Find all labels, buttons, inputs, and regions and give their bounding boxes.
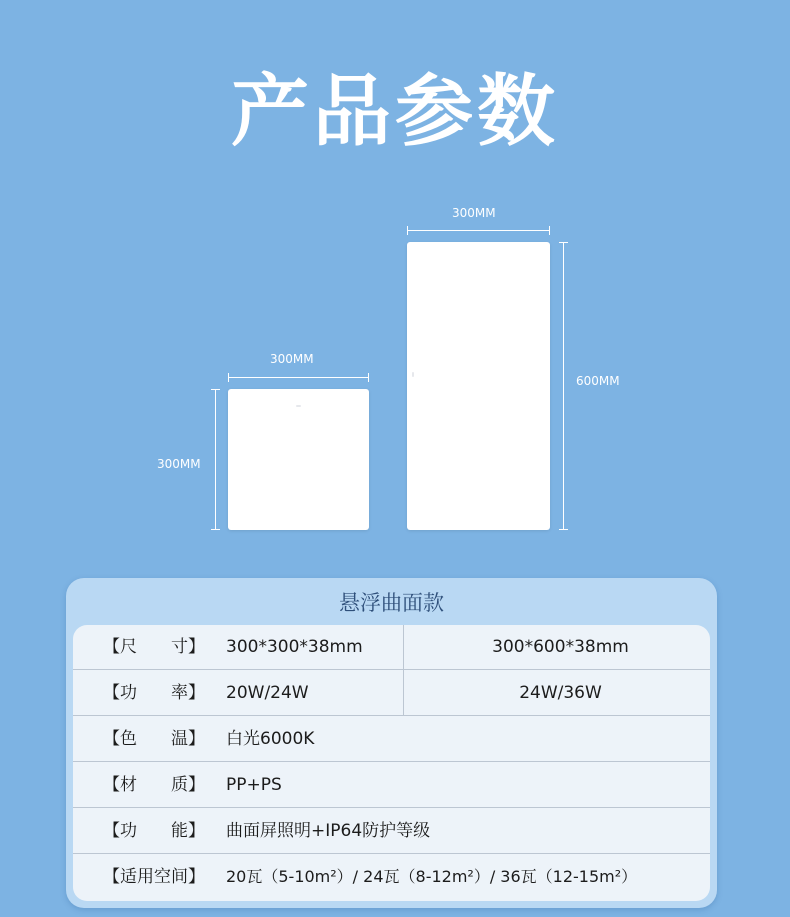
large-panel-width-line: [407, 230, 550, 231]
spec-row-value: 曲面屏照明+IP64防护等级: [226, 821, 431, 841]
spec-card: [66, 578, 717, 908]
small-panel-width-tick-right: [368, 373, 369, 382]
spec-row-label: 【尺 寸】: [103, 637, 205, 657]
spec-row-value-a: 300*300*38mm: [226, 637, 363, 657]
small-panel-width-tick-left: [228, 373, 229, 382]
spec-row-label: 【色 温】: [103, 729, 205, 749]
spec-row-label: 【功 率】: [103, 683, 205, 703]
small-panel-width-label: 300MM: [270, 352, 314, 366]
small-panel-height-tick-top: [211, 389, 220, 390]
large-panel-width-label: 300MM: [452, 206, 496, 220]
large-panel-width-tick-left: [407, 226, 408, 235]
page-title: 产品参数: [230, 67, 559, 157]
spec-row-value: PP+PS: [226, 775, 282, 795]
spec-row-value-b: 300*600*38mm: [492, 637, 629, 657]
spec-row-color-temp: [73, 717, 710, 762]
spec-row-function: [73, 809, 710, 854]
spec-row-applicable-space: [73, 855, 710, 899]
spec-row-label: 【功 能】: [103, 821, 205, 841]
spec-row-value: 白光6000K: [226, 729, 315, 749]
large-panel-height-tick-top: [559, 242, 568, 243]
small-panel-width-line: [228, 377, 369, 378]
spec-row-value-b: 24W/36W: [519, 683, 602, 703]
spec-row-power: [73, 671, 710, 716]
spec-row-size: [73, 625, 710, 670]
large-panel: [407, 242, 550, 530]
large-panel-height-line: [563, 242, 564, 530]
small-panel: [228, 389, 369, 530]
spec-row-label: 【材 质】: [103, 775, 205, 795]
large-panel-height-label: 600MM: [576, 374, 620, 388]
spec-row-label: 【适用空间】: [103, 867, 205, 887]
spec-card-title: 悬浮曲面款: [339, 591, 444, 615]
small-panel-mark: [296, 405, 301, 407]
spec-row-value-a: 20W/24W: [226, 683, 309, 703]
spec-row-value: 20瓦（5-10m²）/ 24瓦（8-12m²）/ 36瓦（12-15m²）: [226, 867, 638, 886]
spec-table: [73, 625, 710, 901]
large-panel-width-tick-right: [549, 226, 550, 235]
large-panel-mark: [412, 372, 414, 377]
small-panel-height-tick-bottom: [211, 529, 220, 530]
small-panel-height-line: [215, 389, 216, 530]
small-panel-height-label: 300MM: [157, 457, 201, 471]
large-panel-height-tick-bottom: [559, 529, 568, 530]
spec-row-material: [73, 763, 710, 808]
